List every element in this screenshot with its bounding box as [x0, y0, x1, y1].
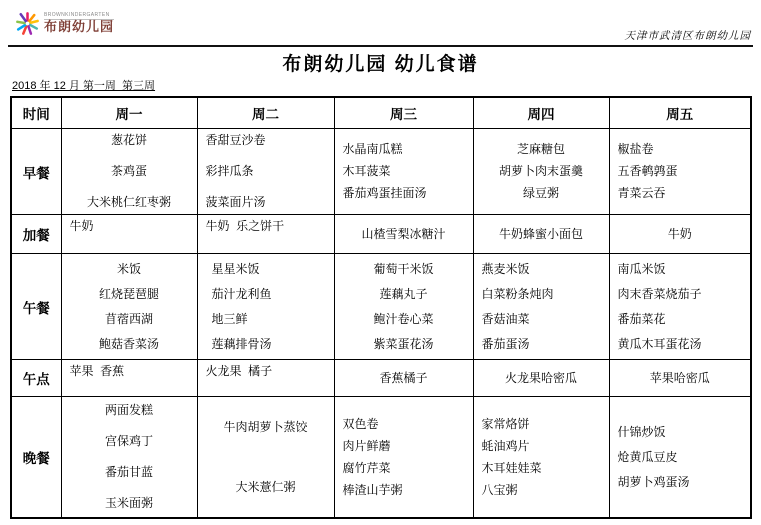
cell-lunch-wednesday — [334, 254, 473, 360]
menu-item: 两面发糕 — [104, 403, 153, 417]
menu-item: 茄汁龙利鱼 — [211, 286, 272, 301]
menu-item: 香蕉橘子 — [379, 370, 428, 385]
menu-item: 葡萄干米饭 — [373, 261, 434, 276]
page-title: 布朗幼儿园 幼儿食谱 — [282, 54, 479, 75]
cell-lunch-friday — [609, 254, 751, 360]
logo-brand-en: BROWNKINDERGARTEN — [44, 13, 114, 20]
table-row-afternoon-snack — [11, 360, 751, 397]
menu-item: 五香鹌鹑蛋 — [617, 164, 678, 178]
menu-item: 牛奶 — [667, 226, 692, 241]
table-row-morning-snack — [11, 215, 751, 254]
cell-dinner-monday — [61, 397, 197, 519]
cell-snack2-thursday — [473, 360, 609, 397]
menu-item: 白菜粉条炖肉 — [481, 286, 554, 301]
pinwheel-logo-icon — [14, 10, 41, 37]
menu-item: 大米薏仁粥 — [235, 479, 296, 494]
col-header-thursday: 周四 — [473, 97, 609, 129]
menu-item: 茶鸡蛋 — [110, 164, 147, 178]
col-header-time: 时间 — [11, 97, 61, 129]
menu-item: 家常烙饼 — [481, 416, 530, 431]
menu-item: 胡萝卜鸡蛋汤 — [617, 474, 690, 489]
col-header-monday: 周一 — [61, 97, 197, 129]
menu-item: 炝黄瓜豆皮 — [617, 449, 678, 464]
cell-lunch-tuesday — [197, 254, 334, 360]
menu-item: 香菇油菜 — [481, 311, 530, 326]
menu-item: 宫保鸡丁 — [104, 434, 153, 448]
row-label-dinner: 晚餐 — [11, 397, 61, 519]
cell-snack1-thursday — [473, 215, 609, 254]
menu-item: 鲍菇香菜汤 — [98, 336, 159, 351]
page-header — [8, 0, 753, 47]
table-row-lunch — [11, 254, 751, 360]
menu-item: 木耳菠菜 — [342, 164, 391, 178]
cell-lunch-thursday — [473, 254, 609, 360]
date-line: 2018 年 12 月 第一周 第三周 — [12, 80, 156, 92]
menu-item: 蚝油鸡片 — [481, 438, 530, 453]
cell-lunch-monday — [61, 254, 197, 360]
menu-item: 胡萝卜肉末蛋羹 — [498, 164, 583, 178]
menu-item: 腐竹芹菜 — [342, 460, 391, 475]
cell-dinner-friday — [609, 397, 751, 519]
cell-breakfast-monday — [61, 129, 197, 215]
menu-item: 彩拌瓜条 — [205, 164, 254, 178]
menu-item: 芝麻糖包 — [516, 142, 565, 156]
menu-item: 菠菜面片汤 — [205, 195, 266, 209]
menu-item: 星星米饭 — [211, 261, 260, 276]
menu-item: 米饭 — [116, 261, 141, 276]
col-header-tuesday: 周二 — [197, 97, 334, 129]
cell-breakfast-thursday — [473, 129, 609, 215]
row-label-morning-snack: 加餐 — [11, 215, 61, 254]
row-label-breakfast: 早餐 — [11, 129, 61, 215]
menu-table — [10, 96, 752, 519]
menu-item: 牛肉胡萝卜蒸饺 — [223, 419, 308, 434]
menu-item: 山楂雪梨冰糖汁 — [361, 226, 446, 241]
menu-item: 苜蓿西湖 — [104, 311, 153, 326]
menu-item: 番茄鸡蛋挂面汤 — [342, 186, 427, 200]
cell-breakfast-tuesday — [197, 129, 334, 215]
menu-item: 紫菜蛋花汤 — [373, 336, 434, 351]
row-label-afternoon-snack: 午点 — [11, 360, 61, 397]
menu-item: 南瓜米饭 — [617, 261, 666, 276]
menu-item: 火龙果 橘子 — [205, 364, 273, 378]
table-row-dinner — [11, 397, 751, 519]
cell-snack2-wednesday — [334, 360, 473, 397]
menu-item: 苹果哈密瓜 — [649, 370, 710, 385]
menu-item: 木耳娃娃菜 — [481, 460, 542, 475]
menu-item: 鲍汁卷心菜 — [373, 311, 434, 326]
menu-item: 红烧琵琶腿 — [98, 286, 159, 301]
menu-item: 肉片鲜蘑 — [342, 438, 391, 453]
menu-item: 番茄甘蓝 — [104, 465, 153, 479]
menu-item: 什锦炒饭 — [617, 424, 666, 439]
cell-snack1-tuesday — [197, 215, 334, 254]
cell-snack1-monday — [61, 215, 197, 254]
cell-snack2-monday — [61, 360, 197, 397]
menu-item: 番茄蛋汤 — [481, 336, 530, 351]
cell-snack2-tuesday — [197, 360, 334, 397]
menu-item: 青菜云吞 — [617, 186, 666, 200]
menu-item: 莲藕排骨汤 — [211, 336, 272, 351]
menu-item: 八宝粥 — [481, 482, 518, 497]
school-name: 天津市武清区布朗幼儿园 — [624, 31, 751, 42]
menu-item: 牛奶蜂蜜小面包 — [498, 226, 583, 241]
menu-item: 黄瓜木耳蛋花汤 — [617, 336, 702, 351]
kindergarten-logo — [14, 10, 114, 37]
menu-item: 玉米面粥 — [104, 496, 153, 510]
cell-dinner-thursday — [473, 397, 609, 519]
cell-snack2-friday — [609, 360, 751, 397]
cell-snack1-wednesday — [334, 215, 473, 254]
menu-item: 燕麦米饭 — [481, 261, 530, 276]
cell-snack1-friday — [609, 215, 751, 254]
menu-item: 绿豆粥 — [522, 186, 559, 200]
menu-item: 莲藕丸子 — [379, 286, 428, 301]
menu-item: 双色卷 — [342, 416, 379, 431]
menu-item: 棒渣山芋粥 — [342, 482, 403, 497]
col-header-wednesday: 周三 — [334, 97, 473, 129]
menu-item: 椒盐卷 — [617, 142, 654, 156]
table-row-breakfast — [11, 129, 751, 215]
cell-dinner-wednesday — [334, 397, 473, 519]
logo-brand-cn: 布朗幼儿园 — [44, 19, 115, 35]
cell-dinner-tuesday — [197, 397, 334, 519]
col-header-friday: 周五 — [609, 97, 751, 129]
menu-item: 地三鲜 — [211, 311, 248, 326]
menu-item: 番茄菜花 — [617, 311, 666, 326]
cell-breakfast-wednesday — [334, 129, 473, 215]
table-header-row — [11, 97, 751, 129]
menu-item: 葱花饼 — [110, 133, 147, 147]
menu-item: 牛奶 乐之饼干 — [205, 219, 285, 233]
menu-item: 大米桃仁红枣粥 — [86, 195, 171, 209]
cell-breakfast-friday — [609, 129, 751, 215]
menu-item: 牛奶 — [69, 219, 94, 233]
menu-item: 水晶南瓜糕 — [342, 142, 403, 156]
menu-item: 肉末香菜烧茄子 — [617, 286, 702, 301]
menu-item: 火龙果哈密瓜 — [504, 370, 577, 385]
row-label-lunch: 午餐 — [11, 254, 61, 360]
menu-item: 香甜豆沙卷 — [205, 133, 266, 147]
menu-item: 苹果 香蕉 — [69, 364, 125, 378]
